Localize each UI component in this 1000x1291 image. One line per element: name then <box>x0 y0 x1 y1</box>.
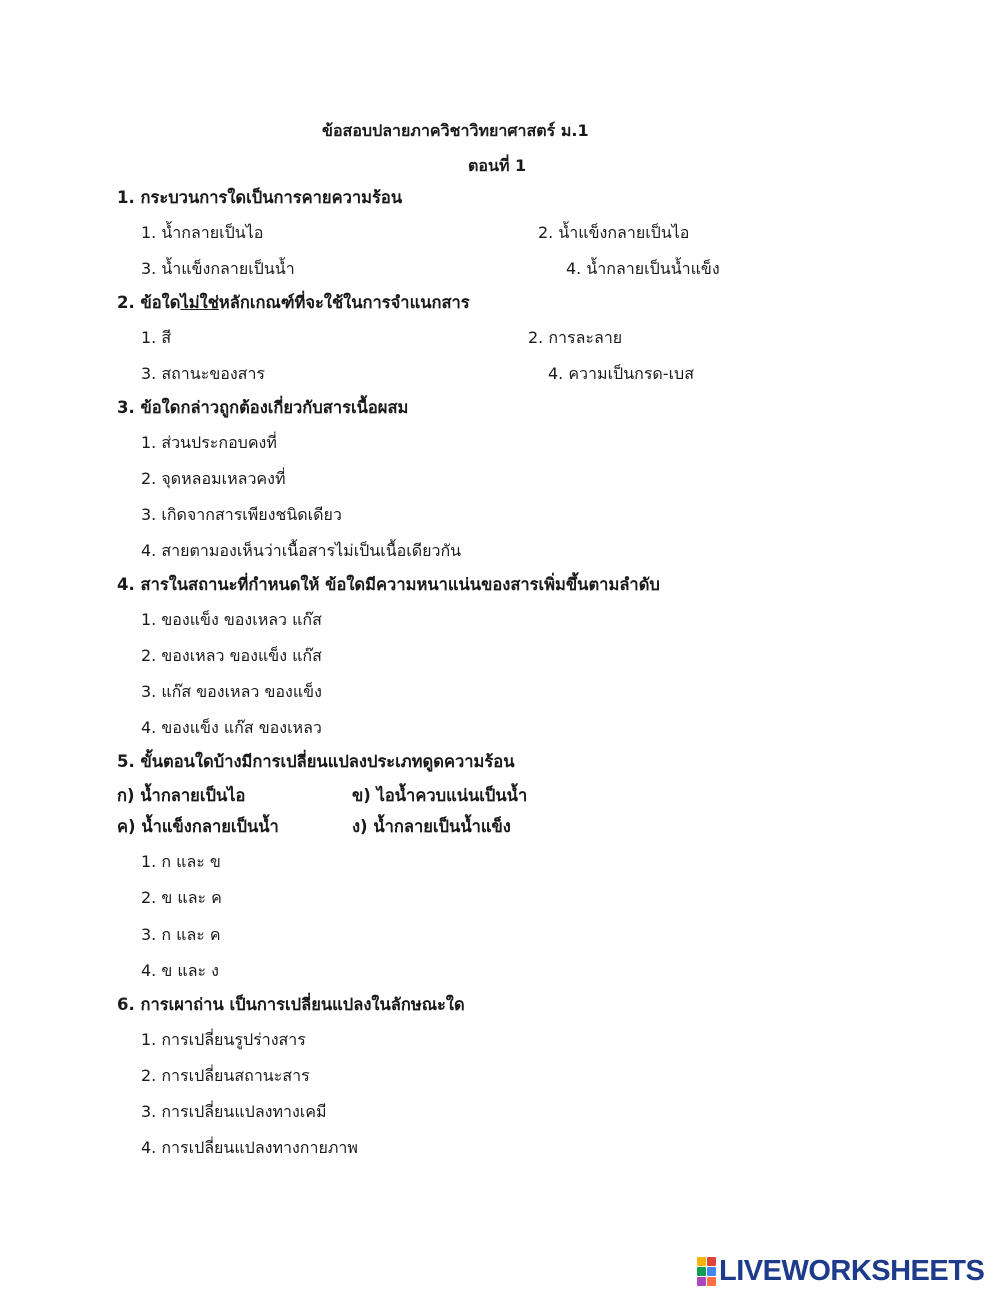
q6-option-4[interactable]: 4. การเปลี่ยนแปลงทางกายภาพ <box>141 1138 358 1157</box>
logo-tile <box>707 1277 716 1286</box>
q1-option-2[interactable]: 2. น้ำแข็งกลายเป็นไอ <box>538 223 690 242</box>
logo-text: LIVEWORKSHEETS <box>719 1255 985 1287</box>
question-2 <box>117 295 470 312</box>
q2-underlined-word: ไม่ใช่ <box>180 293 219 312</box>
q2-option-1[interactable]: 1. สี <box>141 328 172 347</box>
exam-section: ตอนที่ 1 <box>468 156 527 175</box>
q5-option-3[interactable]: 3. ก และ ค <box>141 925 221 944</box>
question-3: 3. ข้อใดกล่าวถูกต้องเกี่ยวกับสารเนื้อผสม <box>117 398 409 417</box>
logo-tiles-icon <box>697 1257 716 1286</box>
q5-option-2[interactable]: 2. ข และ ค <box>141 888 222 907</box>
q5-choice-d: ง) น้ำกลายเป็นน้ำแข็ง <box>352 817 511 836</box>
q1-option-1[interactable]: 1. น้ำกลายเป็นไอ <box>141 223 264 242</box>
q5-choice-c: ค) น้ำแข็งกลายเป็นน้ำ <box>117 817 279 836</box>
question-1: 1. กระบวนการใดเป็นการคายความร้อน <box>117 188 403 207</box>
logo-tile <box>697 1257 706 1266</box>
q4-option-2[interactable]: 2. ของเหลว ของแข็ง แก๊ส <box>141 646 322 665</box>
logo-tile <box>707 1267 716 1276</box>
q1-option-3[interactable]: 3. น้ำแข็งกลายเป็นน้ำ <box>141 259 295 278</box>
q5-option-4[interactable]: 4. ข และ ง <box>141 961 219 980</box>
q3-option-2[interactable]: 2. จุดหลอมเหลวคงที่ <box>141 469 286 488</box>
question-6: 6. การเผาถ่าน เป็นการเปลี่ยนแปลงในลักษณะใด <box>117 995 465 1014</box>
q3-option-1[interactable]: 1. ส่วนประกอบคงที่ <box>141 433 277 452</box>
q5-choice-b: ข) ไอน้ำควบแน่นเป็นน้ำ <box>352 786 528 805</box>
q2-option-4[interactable]: 4. ความเป็นกรด-เบส <box>548 364 694 383</box>
logo-tile <box>697 1277 706 1286</box>
q5-choice-a: ก) น้ำกลายเป็นไอ <box>117 786 246 805</box>
liveworksheets-logo <box>697 1257 984 1286</box>
logo-tile <box>697 1267 706 1276</box>
q3-option-4[interactable]: 4. สายตามองเห็นว่าเนื้อสารไม่เป็นเนื้อเดียวกัน <box>141 541 462 560</box>
q4-option-1[interactable]: 1. ของแข็ง ของเหลว แก๊ส <box>141 610 322 629</box>
q3-option-3[interactable]: 3. เกิดจากสารเพียงชนิดเดียว <box>141 505 342 524</box>
q2-prefix: 2. ข้อใด <box>117 293 181 312</box>
question-5: 5. ขั้นตอนใดบ้างมีการเปลี่ยนแปลงประเภทดูดความร้อน <box>117 752 515 771</box>
q5-option-1[interactable]: 1. ก และ ข <box>141 852 221 871</box>
q6-option-2[interactable]: 2. การเปลี่ยนสถานะสาร <box>141 1066 310 1085</box>
q1-option-4[interactable]: 4. น้ำกลายเป็นน้ำแข็ง <box>566 259 720 278</box>
q4-option-3[interactable]: 3. แก๊ส ของเหลว ของแข็ง <box>141 682 322 701</box>
exam-title: ข้อสอบปลายภาควิชาวิทยาศาสตร์ ม.1 <box>322 121 589 140</box>
q2-option-3[interactable]: 3. สถานะของสาร <box>141 364 266 383</box>
logo-tile <box>707 1257 716 1266</box>
q2-suffix: หลักเกณฑ์ที่จะใช้ในการจำแนกสาร <box>218 293 470 312</box>
q4-option-4[interactable]: 4. ของแข็ง แก๊ส ของเหลว <box>141 718 322 737</box>
q2-option-2[interactable]: 2. การละลาย <box>528 328 623 347</box>
q6-option-1[interactable]: 1. การเปลี่ยนรูปร่างสาร <box>141 1030 306 1049</box>
question-4: 4. สารในสถานะที่กำหนดให้ ข้อใดมีความหนาแน่นของสารเพิ่มขึ้นตามลำดับ <box>117 575 660 594</box>
q6-option-3[interactable]: 3. การเปลี่ยนแปลงทางเคมี <box>141 1102 327 1121</box>
